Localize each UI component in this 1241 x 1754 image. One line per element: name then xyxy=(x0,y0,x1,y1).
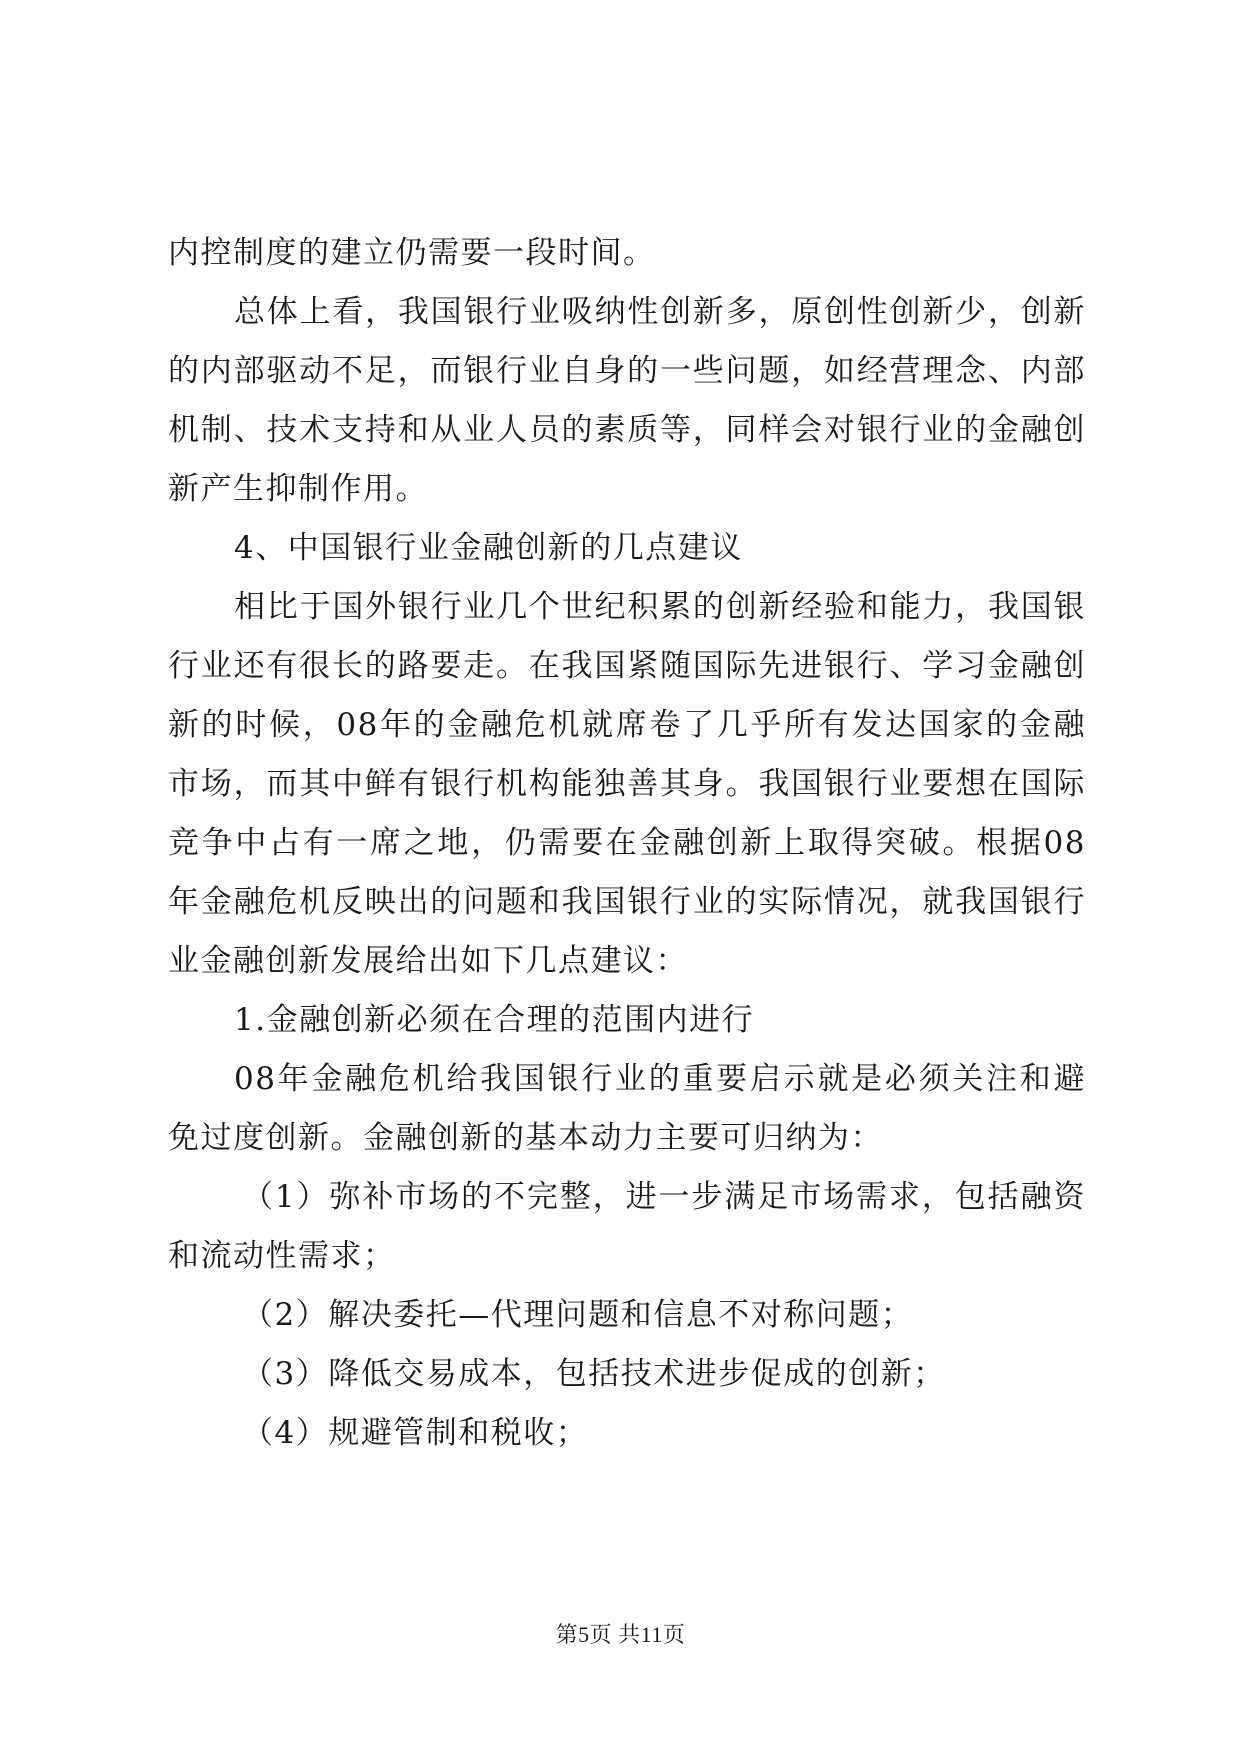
paragraph-comparison: 相比于国外银行业几个世纪积累的创新经验和能力，我国银行业还有很长的路要走。在我国紧随国际先进银行、学习金融创新的时候，08年的金融危机就席卷了几乎所有发达国家的金融市场，而其中鲜有银行机构能独善其身。我国银行业要想在国际竞争中占有一席之地，仍需要在金融创新上取得突破。根据08年金融危机反映出的问题和我国银行业的实际情况，就我国银行业金融创新发展给出如下几点建议： xyxy=(168,589,1086,979)
page-footer xyxy=(0,1620,1241,1650)
paragraph-continuation: 内控制度的建立仍需要一段时间。 xyxy=(168,235,656,271)
list-item-4: （4）规避管制和税收； xyxy=(242,1415,589,1451)
paragraph-overall-view: 总体上看，我国银行业吸纳性创新多，原创性创新少，创新的内部驱动不足，而银行业自身的一些问题，如经营理念、内部机制、技术支持和从业人员的素质等，同样会对银行业的金融创新产生抑制作用。 xyxy=(168,294,1086,507)
list-item-3: （3）降低交易成本，包括技术进步促成的创新； xyxy=(242,1356,946,1392)
page-number-label: 第5页 共11页 xyxy=(555,1622,686,1647)
list-item-2: （2）解决委托—代理问题和信息不对称问题； xyxy=(242,1297,914,1333)
paragraph-crisis-lesson: 08年金融危机给我国银行业的重要启示就是必须关注和避免过度创新。金融创新的基本动力主要可归纳为： xyxy=(168,1061,1086,1156)
list-item-1: （1）弥补市场的不完整，进一步满足市场需求，包括融资和流动性需求； xyxy=(168,1179,1086,1274)
section-heading-suggestions: 4、中国银行业金融创新的几点建议 xyxy=(234,530,743,566)
document-body xyxy=(168,224,1086,1463)
subheading-reasonable-scope: 1.金融创新必须在合理的范围内进行 xyxy=(234,1002,755,1038)
